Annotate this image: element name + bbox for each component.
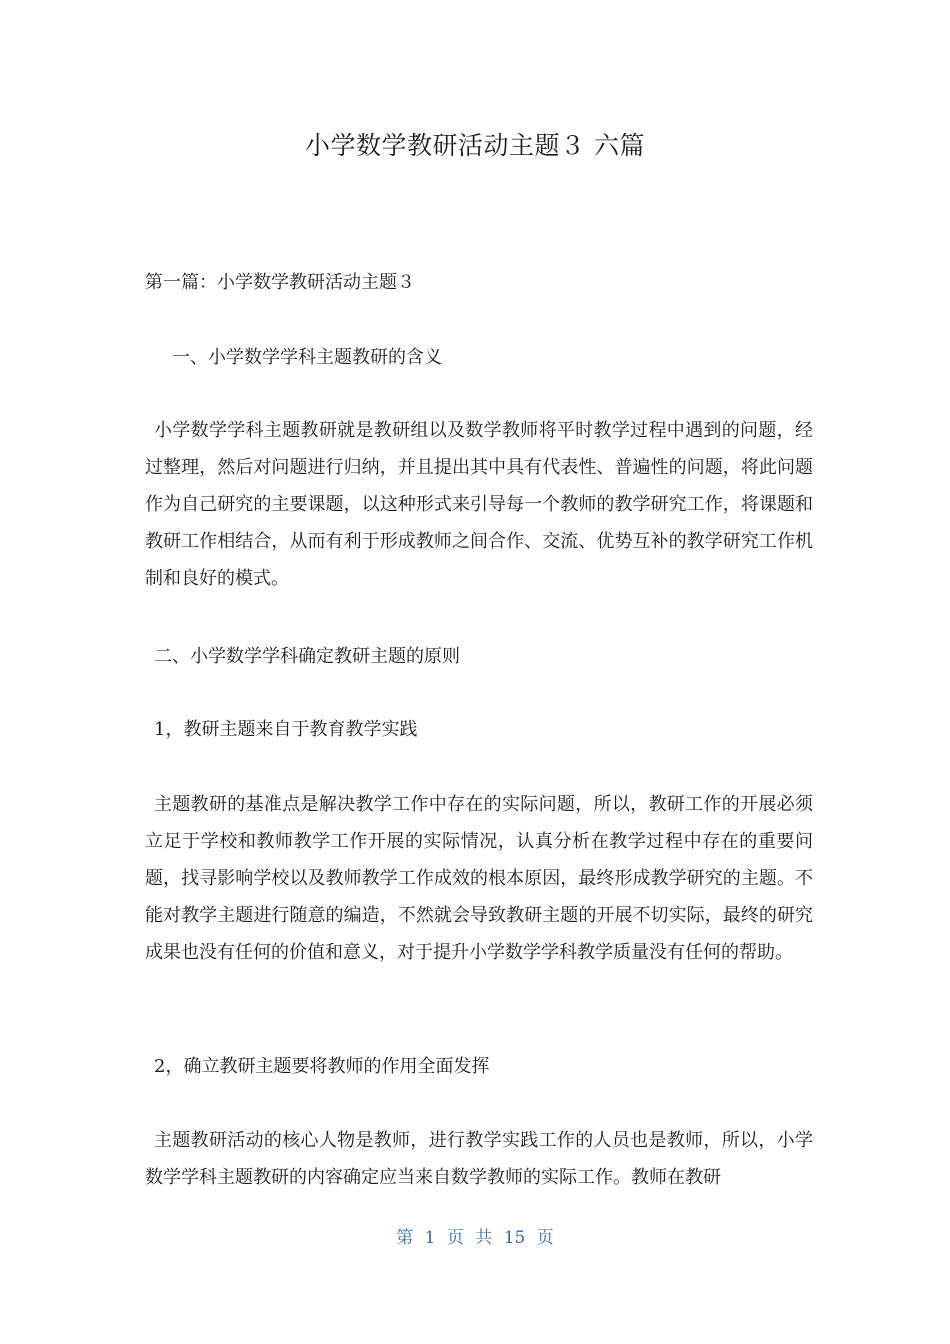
body-paragraph: 小学数学学科主题教研就是教研组以及数学教师将平时教学过程中遇到的问题，经过整理，然后对问题进行归纳，并且提出其中具有代表性、普遍性的问题，将此问题作为自己研究的主要课题，以这种形式来引导每一个教师的教学研究工作，将课题和教研工作相结合，从而有利于形成教师之间合作、交流、优势互补的教学研究工作机制和良好的模式。 <box>145 420 813 589</box>
document-title: 小学数学教研活动主题３ 六篇 <box>305 131 645 160</box>
list-item-heading: 1，教研主题来自于教育教学实践 <box>154 719 418 740</box>
subsection-heading: 二、小学数学学科确定教研主题的原则 <box>154 646 460 667</box>
subsection-heading: 一、小学数学学科主题教研的含义 <box>172 347 442 368</box>
list-item-heading: 2，确立教研主题要将教师的作用全面发挥 <box>154 1056 490 1077</box>
section-heading: 第一篇：小学数学教研活动主题３ <box>145 272 415 293</box>
page-number-footer: 第 1 页 共 15 页 <box>396 1228 554 1248</box>
body-paragraph: 主题教研的基准点是解决教学工作中存在的实际问题，所以，教研工作的开展必须立足于学校和教师教学工作开展的实际情况，认真分析在教学过程中存在的重要问题，找寻影响学校以及教师教学工作成效的根本原因，最终形成教学研究的主题。不能对教学主题进行随意的编造，不然就会导致教研主题的开展不切实际，最终的研究成果也没有任何的价值和意义，对于提升小学数学学科教学质量没有任何的帮助。 <box>145 794 813 963</box>
body-paragraph: 主题教研活动的核心人物是教师，进行教学实践工作的人员也是教师，所以，小学数学学科主题教研的内容确定应当来自数学教师的实际工作。教师在教研 <box>145 1130 813 1188</box>
